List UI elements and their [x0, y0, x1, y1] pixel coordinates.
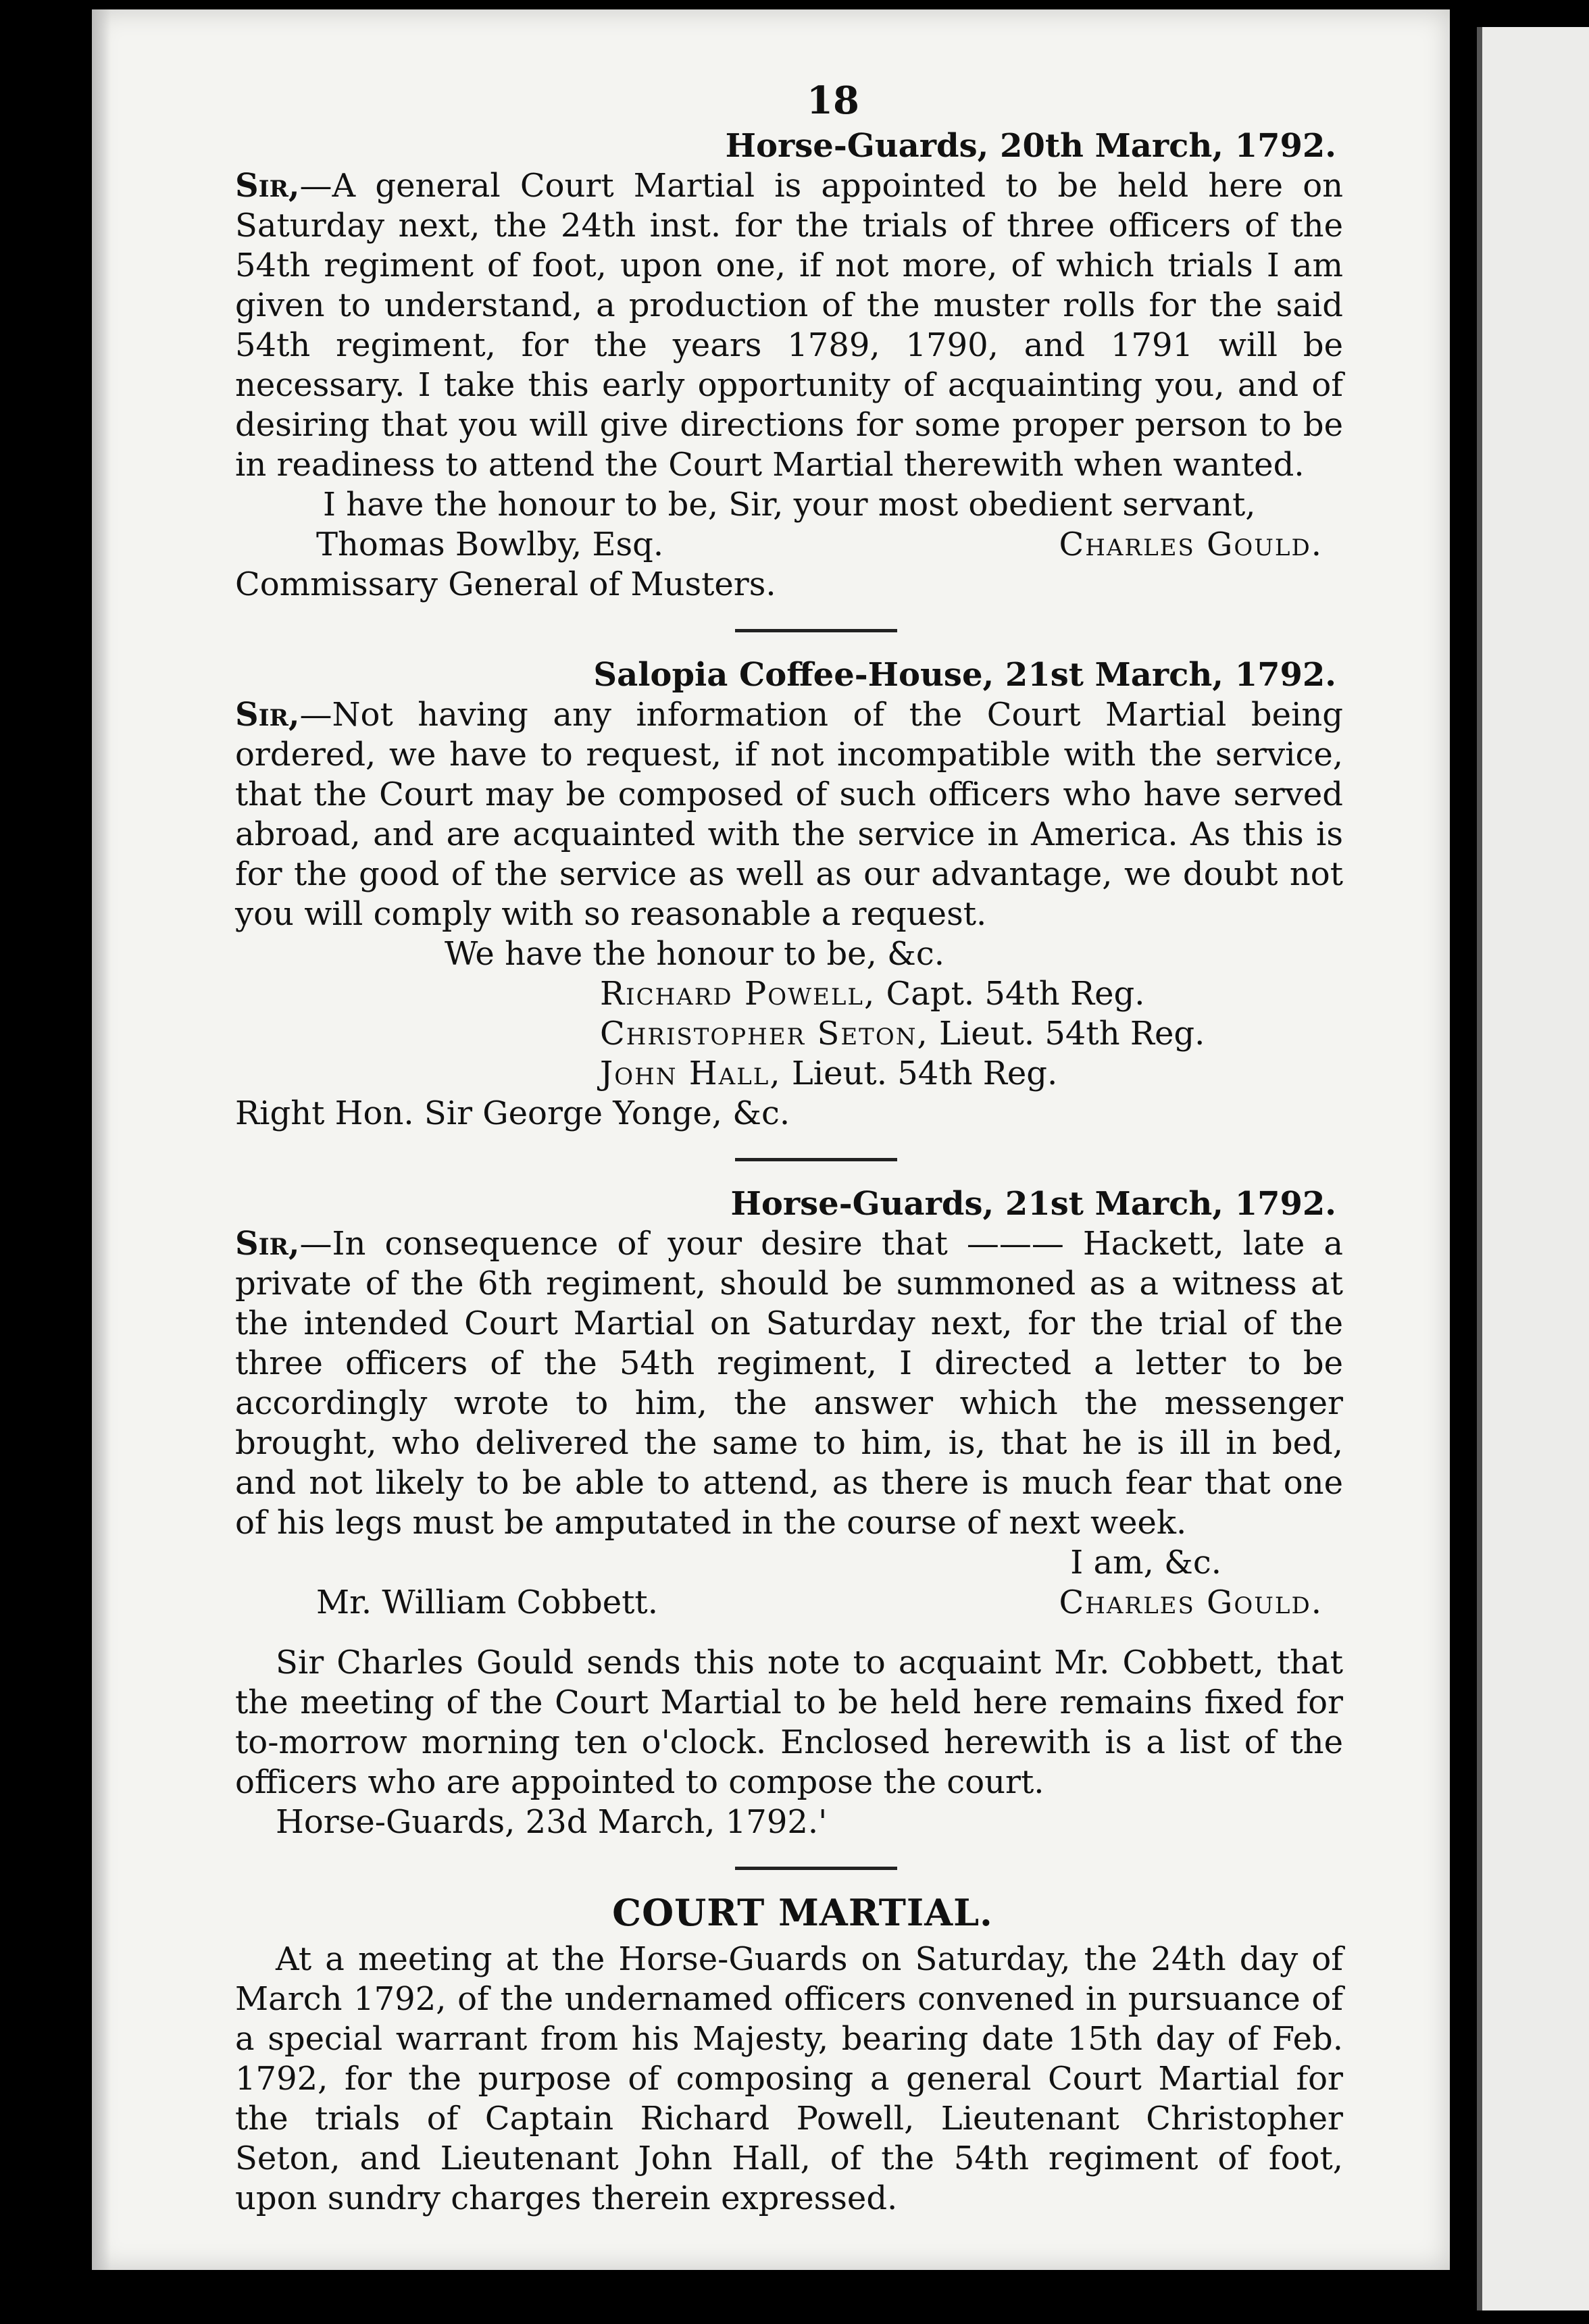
signatory-name: Richard Powell,	[600, 975, 876, 1013]
recipient: Right Hon. Sir George Yonge, &c.	[235, 1094, 790, 1132]
adjacent-page-edge	[1477, 27, 1589, 2310]
adjacent-page-gutter	[1477, 27, 1482, 2310]
letter-body	[235, 1224, 1343, 1543]
letter-closing: I have the honour to be, Sir, your most obedient servant,	[323, 486, 1256, 524]
signatory-line	[235, 1014, 1343, 1054]
signatory-line	[235, 974, 1343, 1014]
signatory-rank: Capt. 54th Reg.	[876, 975, 1145, 1013]
letter-closing: I am, &c.	[1070, 1544, 1221, 1582]
recipient-name: Thomas Bowlby, Esq.	[316, 526, 664, 563]
salutation: Sir,	[235, 1225, 300, 1263]
signatory-rank: Lieut. 54th Reg.	[928, 1015, 1205, 1053]
note-body: Sir Charles Gould sends this note to acquaint Mr. Cobbett, that the meeting of the Court Martial to be held here remains fixed for to-morrow morning ten o'clock. Enclosed herewith is a list of the officers who are appointed to compose the court.	[235, 1644, 1343, 1801]
signatory: Charles Gould.	[1059, 526, 1323, 563]
page-text	[235, 78, 1343, 2219]
letter-dateline: Horse-Guards, 20th March, 1792.	[725, 127, 1336, 165]
signatory: Charles Gould.	[1059, 1584, 1323, 1621]
letter-body	[235, 166, 1343, 485]
letter-dateline: Horse-Guards, 21st March, 1792.	[730, 1185, 1336, 1223]
section-divider	[735, 1158, 897, 1161]
letter-gould-to-bowlby	[235, 126, 1343, 605]
letter-officers-to-yonge	[235, 655, 1343, 1134]
letter-dateline: Salopia Coffee-House, 21st March, 1792.	[593, 656, 1336, 694]
signatory-name: Christopher Seton,	[600, 1015, 929, 1053]
section-divider	[735, 1867, 897, 1870]
signatory-rank: Lieut. 54th Reg.	[781, 1055, 1058, 1092]
letter-gould-to-cobbett	[235, 1184, 1343, 1623]
letter-body-text: —Not having any information of the Court Martial being ordered, we have to request, if not incompatible with the service, that the Court may be composed of such officers who have served abroad, and are acquainted with the service in America. As this is for the good of the service as well as our advantage, we doubt not you will comply with so reasonable a request.	[235, 696, 1343, 933]
letter-body-text: —A general Court Martial is appointed to be held here on Saturday next, the 24th inst. for the trials of three officers of the 54th regiment of foot, upon one, if not more, of which trials I am given to understand, a production of the muster rolls for the said 54th regiment, for the years 1789, 1790, and 1791 will be necessary. I take this early opportunity of acquainting you, and of desiring that you will give directions for some proper person to be in readiness to attend the Court Martial therewith when wanted.	[235, 167, 1343, 484]
court-martial-body: At a meeting at the Horse-Guards on Saturday, the 24th day of March 1792, of the undernamed officers convened in pursuance of a special warrant from his Majesty, bearing date 15th day of Feb. 1792, for the purpose of composing a general Court Martial for the trials of Captain Richard Powell, Lieutenant Christopher Seton, and Lieutenant John Hall, of the 54th regiment of foot, upon sundry charges therein expressed.	[235, 1940, 1343, 2217]
page-gutter-shadow	[92, 9, 111, 2270]
note-gould	[235, 1643, 1343, 1842]
court-martial-section	[235, 1893, 1343, 2219]
section-heading: COURT MARTIAL.	[612, 1891, 993, 1934]
section-divider	[735, 629, 897, 632]
letter-closing: We have the honour to be, &c.	[445, 935, 944, 973]
note-dateline: Horse-Guards, 23d March, 1792.'	[276, 1803, 828, 1841]
recipient: Mr. William Cobbett.	[316, 1584, 658, 1621]
recipient-title: Commissary General of Musters.	[235, 565, 776, 603]
salutation: Sir,	[235, 696, 300, 734]
signature-row	[235, 525, 1343, 565]
letter-body	[235, 695, 1343, 934]
signatory-name: John Hall,	[600, 1055, 782, 1092]
signature-row	[235, 1583, 1343, 1623]
salutation: Sir,	[235, 167, 300, 205]
signatory-line	[235, 1054, 1343, 1094]
page-number: 18	[807, 78, 859, 123]
letter-body-text: —In consequence of your desire that ——— Hackett, late a private of the 6th regiment, should be summoned as a witness at the intended Court Martial on Saturday next, for the trial of the three officers of the 54th regiment, I directed a letter to be accordingly wrote to him, the answer which the messenger brought, who delivered the same to him, is, that he is ill in bed, and not likely to be able to attend, as there is much fear that one of his legs must be amputated in the course of next week.	[235, 1225, 1343, 1542]
